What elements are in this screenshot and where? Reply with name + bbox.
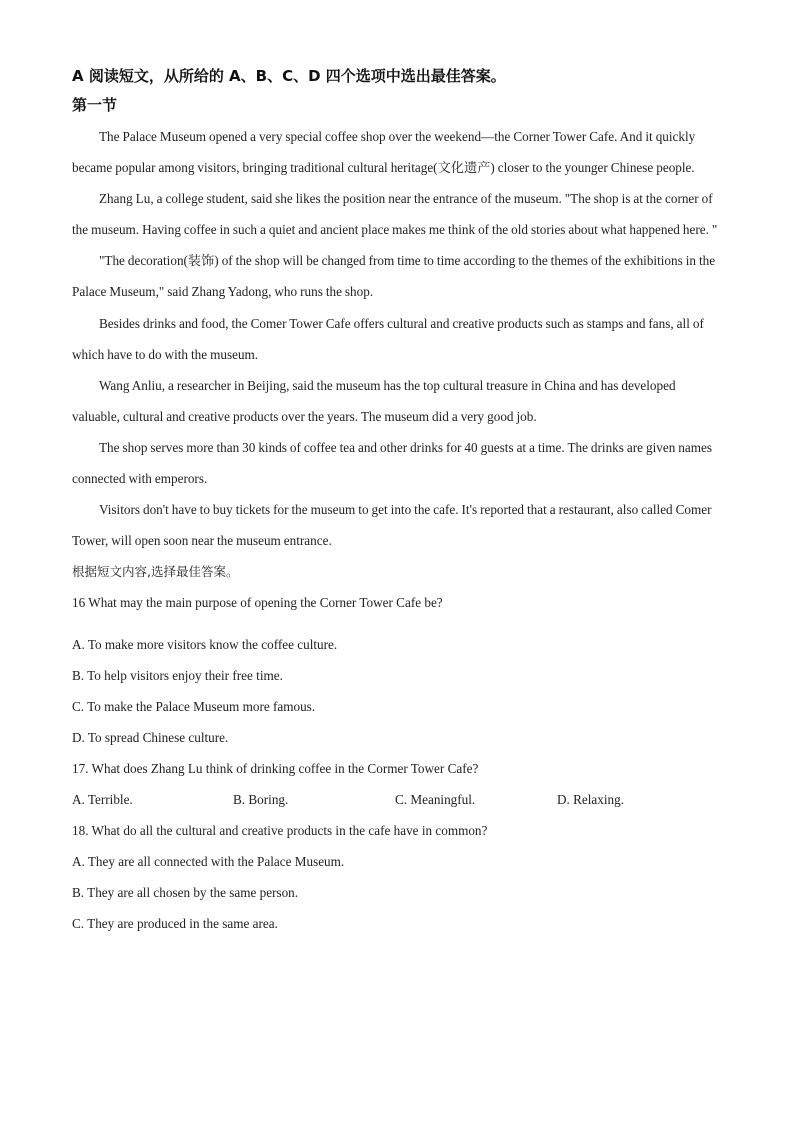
question-17 [72, 753, 724, 815]
option-a: A. Terrible. [72, 792, 133, 808]
option-a: A. They are all connected with the Palace Museum. [72, 854, 345, 870]
option-d: D. Relaxing. [557, 792, 625, 808]
option-b: B. To help visitors enjoy their free time. [72, 668, 283, 684]
option-d: D. To spread Chinese culture. [72, 730, 229, 746]
passage-paragraph: Wang Anliu, a researcher in Beijing, said the museum has the top cultural treasure in China and has developed valuable, cultural and creative products over the years. The museum did a very good job. [72, 377, 676, 424]
reading-passage [72, 121, 724, 556]
option-b: B. Boring. [233, 792, 289, 808]
option-b: B. They are all chosen by the same person. [72, 885, 299, 901]
question-stem: 16 What may the main purpose of opening the Corner Tower Cafe be? [72, 595, 443, 611]
section-part: 第一节 [72, 96, 118, 114]
passage-paragraph: Visitors don't have to buy tickets for the museum to get into the cafe. It's reported that a restaurant, also called Comer Tower, will open soon near the museum entrance. [72, 502, 712, 549]
question-18 [72, 815, 724, 939]
question-options [72, 846, 724, 939]
exam-page [72, 66, 724, 939]
question-options [72, 629, 724, 753]
passage-paragraph: Zhang Lu, a college student, said she likes the position near the entrance of the museum. "The shop is at the corner of the museum. Having coffee in such a quiet and ancient place makes me think of the old stories about what happened here. " [72, 191, 718, 238]
question-stem: 17. What does Zhang Lu think of drinking coffee in the Cormer Tower Cafe? [72, 761, 479, 777]
option-c: C. Meaningful. [395, 792, 476, 808]
option-c: C. They are produced in the same area. [72, 916, 278, 932]
option-a: A. To make more visitors know the coffee culture. [72, 637, 338, 653]
passage-paragraph: The Palace Museum opened a very special coffee shop over the weekend—the Corner Tower Cafe. And it quickly became popular among visitors, bringing traditional cultural heritage(文化遗产) closer to the younger Chinese people. [72, 129, 696, 176]
passage-paragraph: "The decoration(装饰) of the shop will be changed from time to time according to the themes of the exhibitions in the Palace Museum," said Zhang Yadong, who runs the shop. [72, 253, 716, 300]
passage-paragraph: The shop serves more than 30 kinds of coffee tea and other drinks for 40 guests at a time. The drinks are given names connected with emperors. [72, 439, 712, 487]
question-16 [72, 587, 724, 753]
option-c: C. To make the Palace Museum more famous. [72, 699, 316, 715]
passage-paragraph: Besides drinks and food, the Comer Tower Cafe offers cultural and creative products such as stamps and fans, all of which have to do with the museum. [72, 315, 704, 362]
question-instruction: 根据短文内容,选择最佳答案。 [72, 564, 239, 580]
question-stem: 18. What do all the cultural and creative products in the cafe have in common? [72, 823, 488, 839]
question-options [72, 784, 724, 815]
section-title: A 阅读短文，从所给的 A、B、C、D 四个选项中选出最佳答案。 [72, 67, 506, 85]
